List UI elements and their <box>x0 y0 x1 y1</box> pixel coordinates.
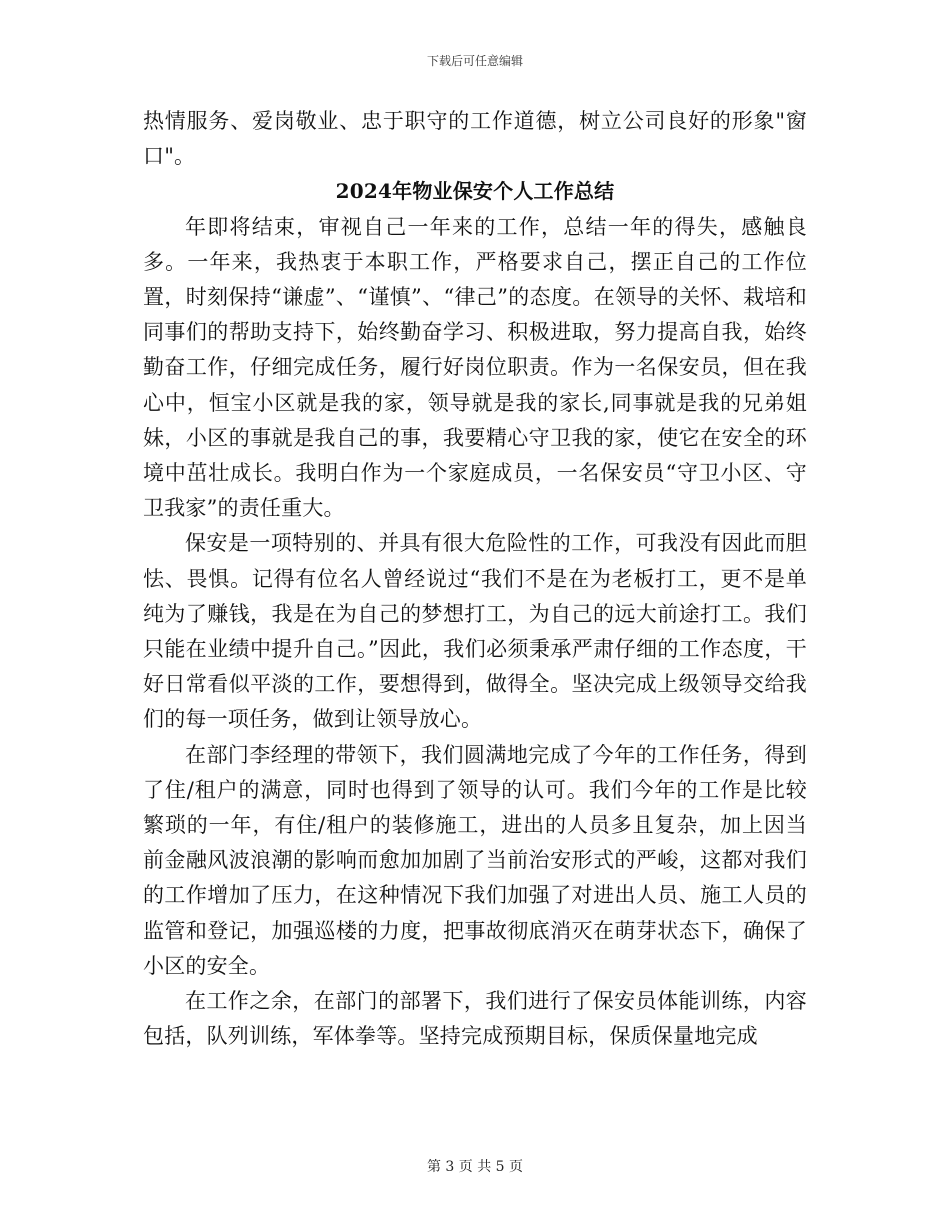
body-paragraph: 保安是一项特别的、并具有很大危险性的工作，可我没有因此而胆怯、畏惧。记得有位名人曾经说过“我们不是在为老板打工，更不是单纯为了赚钱，我是在为自己的梦想打工，为自己的远大前途打工。我们只能在业绩中提升自己。”因此，我们必须秉承严肃仔细的工作态度，干好日常看似平淡的工作，要想得到，做得全。坚决完成上级领导交给我们的每一项任务，做到让领导放心。 <box>143 531 807 732</box>
body-paragraph: 年即将结束，审视自己一年来的工作，总结一年的得失，感触良多。一年来，我热衷于本职工作，严格要求自己，摆正自己的工作位置，时刻保持“谦虚”、“谨慎”、“律己”的态度。在领导的关怀、栽培和同事们的帮助支持下，始终勤奋学习、积极进取，努力提高自我，始终勤奋工作，仔细完成任务，履行好岗位职责。作为一名保安员，但在我心中，恒宝小区就是我的家，领导就是我的家长,同事就是我的兄弟姐妹，小区的事就是我自己的事，我要精心守卫我的家，使它在安全的环境中茁壮成长。我明白作为一个家庭成员，一名保安员“守卫小区、守卫我家”的责任重大。 <box>143 214 807 521</box>
body-paragraph: 在工作之余，在部门的部署下，我们进行了保安员体能训练，内容包括，队列训练，军体拳等。坚持完成预期目标，保质保量地完成 <box>143 989 807 1049</box>
page-footer: 第 3 页 共 5 页 <box>426 1159 524 1175</box>
document-body <box>143 104 807 1054</box>
intro-paragraph: 热情服务、爱岗敬业、忠于职守的工作道德，树立公司良好的形象"窗口"。 <box>143 109 807 169</box>
page-header: 下载后可任意编辑 <box>426 54 523 68</box>
body-paragraph: 在部门李经理的带领下，我们圆满地完成了今年的工作任务，得到了住/租户的满意，同时也得到了领导的认可。我们今年的工作是比较繁琐的一年，有住/租户的装修施工，进出的人员多且复杂，加上因当前金融风波浪潮的影响而愈加加剧了当前治安形式的严峻，这都对我们的工作增加了压力，在这种情况下我们加强了对进出人员、施工人员的监管和登记，加强巡楼的力度，把事故彻底消灭在萌芽状态下，确保了小区的安全。 <box>143 742 807 978</box>
document-title: 2024年物业保安个人工作总结 <box>335 179 615 204</box>
